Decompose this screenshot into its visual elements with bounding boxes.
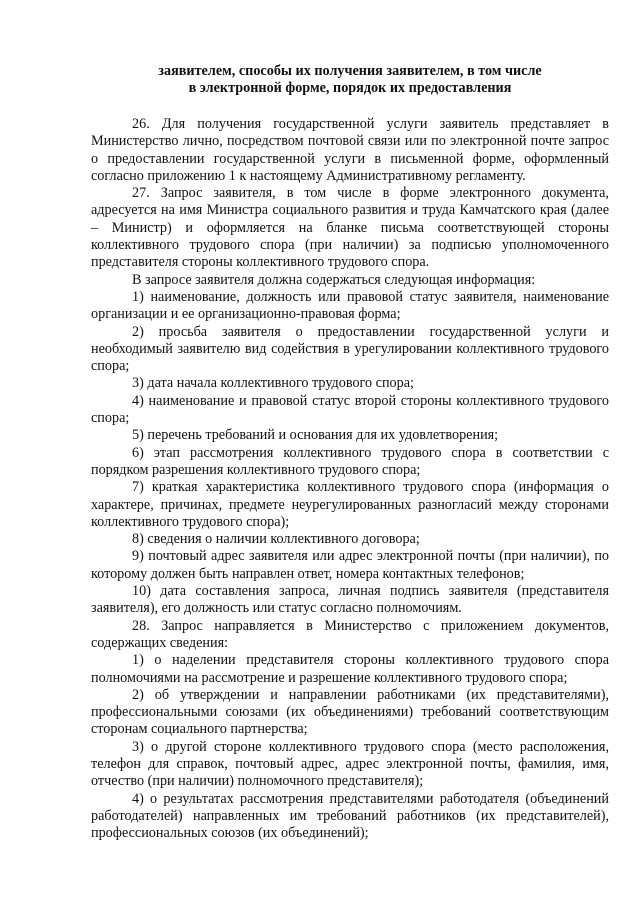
list-item-5: 5) перечень требований и основания для их удовлетворения; xyxy=(132,427,499,444)
paragraph-27: 27. Запрос заявителя, в том числе в форме электронного документа, адресуется на имя Министра социального развития и труда Камчатского края (далее – Министр) и оформляется на бланке письма соответствующей стороны коллективного трудового спора (при наличии) за подписью уполномоченного представителя стороны коллективного трудового спора. xyxy=(91,185,609,271)
paragraph-28: 28. Запрос направляется в Министерство с приложением документов, содержащих сведения: xyxy=(91,617,609,651)
list-item-6: 6) этап рассмотрения коллективного трудового спора в соответствии с порядком разрешения коллективного трудового спора; xyxy=(91,444,609,478)
list-item-9: 9) почтовый адрес заявителя или адрес электронной почты (при наличии), по которому должен быть направлен ответ, номера контактных телефонов; xyxy=(91,548,609,582)
paragraph-request-info-intro: В запросе заявителя должна содержаться следующая информация: xyxy=(132,271,536,288)
section-heading xyxy=(91,63,609,97)
list-item-3: 3) дата начала коллективного трудового спора; xyxy=(132,375,414,392)
document-page xyxy=(91,63,609,842)
heading-line-1: заявителем, способы их получения заявителем, в том числе xyxy=(158,63,542,79)
attachment-item-1: 1) о наделении представителя стороны коллективного трудового спора полномочиями на рассмотрение и разрешение коллективного трудового спора; xyxy=(91,652,609,686)
list-item-2: 2) просьба заявителя о предоставлении государственной услуги и необходимый заявителю вид содействия в урегулировании коллективного трудового спора; xyxy=(91,323,609,375)
list-item-10: 10) дата составления запроса, личная подпись заявителя (представителя заявителя), его должность или статус согласно полномочиям. xyxy=(91,583,609,617)
list-item-8: 8) сведения о наличии коллективного договора; xyxy=(132,531,420,548)
attachment-item-4: 4) о результатах рассмотрения представителями работодателя (объединений работодателей) направленных им требований работников (их представителей), профессиональных союзов (их объединений); xyxy=(91,790,609,842)
list-item-4: 4) наименование и правовой статус второй стороны коллективного трудового спора; xyxy=(91,392,609,427)
list-item-7: 7) краткая характеристика коллективного трудового спора (информация о характере, причинах, предмете неурегулированных разногласий между сторонами коллективного трудового спора); xyxy=(91,479,609,530)
heading-line-2: в электронной форме, порядок их предоставления xyxy=(188,80,512,96)
paragraph-26: 26. Для получения государственной услуги заявитель представляет в Министерство лично, посредством почтовой связи или по электронной почте запрос о предоставлении государственной услуги в письменной форме, оформленный согласно приложению 1 к настоящему Административному регламенту. xyxy=(91,116,609,184)
attachment-item-3: 3) о другой стороне коллективного трудового спора (место расположения, телефон для справок, почтовый адрес, адрес электронной почты, фамилия, имя, отчество (при наличии) полномочного представителя); xyxy=(91,738,609,790)
attachment-item-2: 2) об утверждении и направлении работниками (их представителями), профессиональными союзами (их объединениями) требований соответствующим сторонам социального партнерства; xyxy=(91,686,609,738)
list-item-1: 1) наименование, должность или правовой статус заявителя, наименование организации и ее организационно-правовая форма; xyxy=(91,288,609,323)
